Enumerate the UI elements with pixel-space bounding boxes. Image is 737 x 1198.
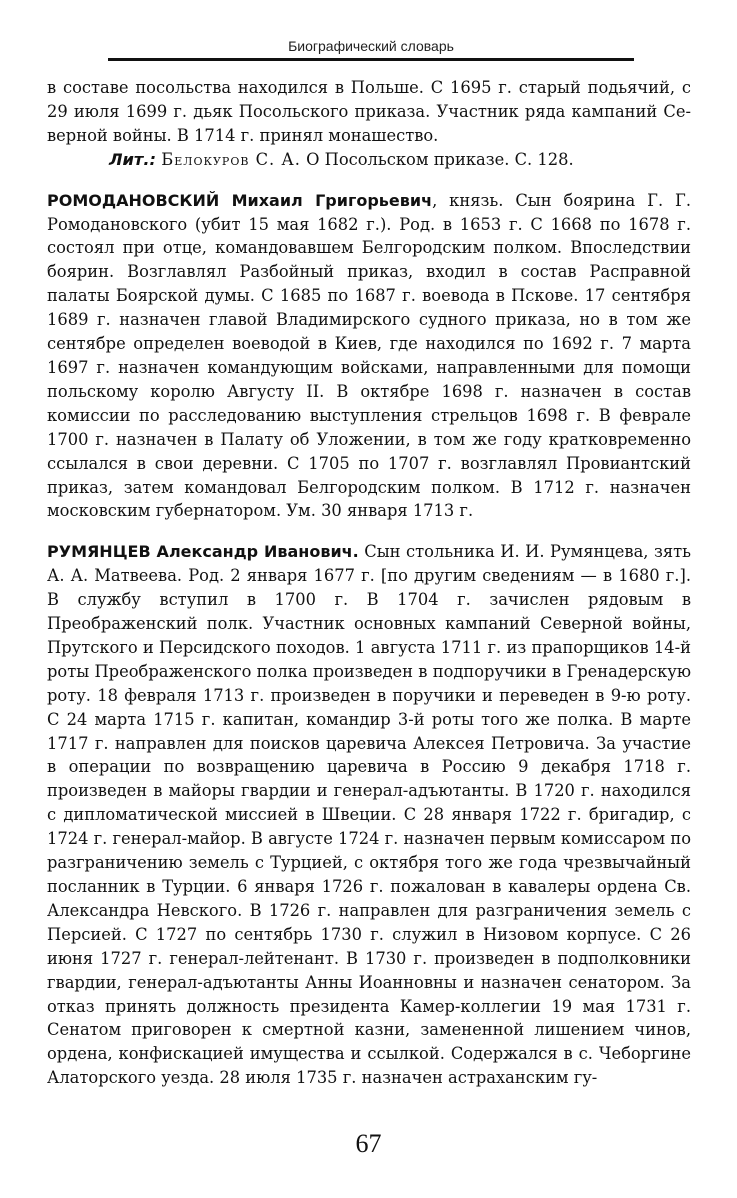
continuation-line-2: с 29 июля 1699 г. дьяк Посольского приказа. Участник ряда кампаний Се- [47, 78, 692, 121]
literature-label: Лит.: [109, 149, 157, 169]
entry-rumyantsev [47, 540, 691, 1090]
literature-author: Белокуров С. А. [161, 149, 301, 169]
entry-continuation [47, 76, 691, 148]
literature-title: О Посольском приказе. С. 128. [306, 149, 574, 169]
entry-romodanovsky [47, 189, 691, 524]
page-number: 67 [355, 1129, 382, 1158]
literature-line [47, 148, 691, 172]
entry-gap [47, 172, 691, 189]
page-body [47, 76, 691, 1090]
entry-gap [47, 523, 691, 540]
entry-heading-romodanovsky: РОМОДАНОВСКИЙ Михаил Григорьевич [47, 190, 433, 210]
continuation-line-3: верной войны. В 1714 г. принял монашество. [47, 125, 439, 145]
entry-text-romodanovsky: , князь. Сын боярина Г. Г. Ромодановского (убит 15 мая 1682 г.). Род. в 1653 г. С 1668 по 1678 г. состоял при отце, командовавшем Белгородским полком. Впоследствии боярин. Возглавлял Разбойный приказ, входил в состав Расправной палаты Боярской думы. С 1685 по 1687 г. воевода в Пскове. 17 сентября 1689 г. назначен главой Владимирского судного приказа, но в том же сентябре определен воеводой в Киев, где находился по 1692 г. 7 марта 1697 г. назначен командующим войсками, направленными для помощи польскому королю Августу II. В октябре 1698 г. назначен в состав комиссии по расследованию выступления стрельцов 1698 г. В феврале 1700 г. назначен в Палату об Уложении, в том же году кратковременно ссылался в свои деревни. С 1705 по 1707 г. возглавлял Провиантский приказ, затем командовал Белгородским полком. В 1712 г. назначен московским губернатором. Ум. 30 января 1713 г. [47, 190, 692, 521]
continuation-line-1: в составе посольства находился в Польше. С 1695 г. старый подьячий, [47, 78, 676, 97]
entry-text-rumyantsev: Сын стольника И. И. Румянцева, зять А. А. Матвеева. Род. 2 января 1677 г. [по другим сведениям — в 1680 г.]. В службу вступил в 1700 г. В 1704 г. зачислен рядовым в Преображенский полк. Участник основных кампаний Северной войны, Прутского и Персидского походов. 1 августа 1711 г. из прапорщиков 14-й роты Преображенского полка произведен в подпоручики в Гренадерскую роту. 18 февраля 1713 г. произведен в поручики и переведен в 9-ю роту. С 24 марта 1715 г. капитан, командир 3-й роты того же полка. В марте 1717 г. направлен для поисков царевича Алексея Петровича. За участие в операции по возвращению царевича в Россию 9 декабря 1718 г. произведен в майоры гвардии и генерал-адъютанты. В 1720 г. находился с дипломатической миссией в Швеции. С 28 января 1722 г. бригадир, с 1724 г. генерал-майор. В августе 1724 г. назначен первым комиссаром по разграничению земель с Турцией, с октября того же года чрезвычайный посланник в Турции. 6 января 1726 г. пожалован в кавалеры ордена Св. Александра Невского. В 1726 г. направлен для разграничения земель с Персией. С 1727 по сентябрь 1730 г. служил в Низовом корпусе. С 26 июня 1727 г. генерал-лейтенант. В 1730 г. произведен в подполковники гвардии, генерал-адъютанты Анны Иоанновны и назначен сенатором. За отказ принять должность президента Камер-коллегии 19 мая 1731 г. Сенатом приговорен к смертной казни, замененной лишением чинов, ордена, конфискацией имущества и ссылкой. Содержался в с. Чебоpгине Алаторского уезда. 28 июля 1735 г. назначен астраханским гу- [47, 542, 691, 1088]
entry-heading-rumyantsev: РУМЯНЦЕВ Александр Иванович. [47, 542, 359, 562]
running-header: Биографический словарь [288, 38, 454, 54]
header-rule [108, 58, 634, 61]
